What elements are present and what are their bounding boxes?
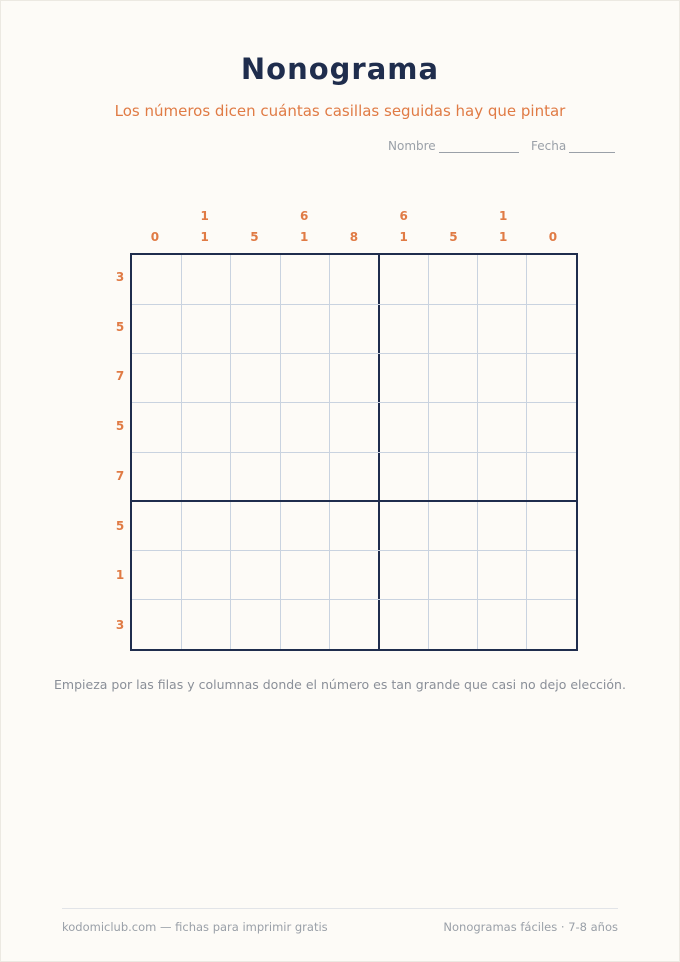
grid-divider-horizontal [132,500,576,502]
grid-line-horizontal [132,599,576,600]
row-clue: 5 [115,319,125,334]
date-blank-line[interactable] [569,140,615,153]
row-clue: 5 [115,419,125,434]
column-clue: 1 [498,209,508,223]
grid-line-horizontal [132,304,576,305]
name-blank-line[interactable] [439,140,519,153]
grid-line-horizontal [132,452,576,453]
row-clue: 1 [115,568,125,583]
row-clue: 5 [115,518,125,533]
row-clue: 7 [115,369,125,384]
grid-line-horizontal [132,353,576,354]
nonogram-grid[interactable] [130,253,578,651]
column-clue: 5 [449,230,458,244]
footer-divider [62,908,618,909]
column-clue: 1 [299,230,309,244]
column-clue: 1 [200,230,209,244]
column-clue: 5 [250,230,259,244]
row-clue: 3 [115,269,125,284]
date-label: Fecha [531,139,567,153]
footer-series: Nonogramas fáciles · 7-8 años [443,920,618,934]
column-clue: 1 [399,230,408,244]
page-title: Nonograma [240,52,440,86]
column-clue: 0 [548,230,558,244]
row-clue: 7 [115,468,125,483]
name-field[interactable] [388,139,519,153]
column-clue: 6 [299,209,309,223]
column-clue: 8 [349,230,359,244]
date-field[interactable] [531,139,615,153]
name-label: Nombre [388,139,436,153]
grid-line-horizontal [132,402,576,403]
grid-line-horizontal [132,550,576,551]
column-clue: 6 [399,209,408,223]
column-clue: 0 [150,230,160,244]
column-clue: 1 [200,209,209,223]
page-subtitle: Los números dicen cuántas casillas seguidas hay que pintar [114,102,566,120]
footer-site: kodomiclub.com — fichas para imprimir gratis [62,920,328,934]
column-clue: 1 [498,230,508,244]
row-clue: 3 [115,618,125,633]
hint-text: Empieza por las filas y columnas donde el número es tan grande que casi no dejo elección. [54,677,626,692]
